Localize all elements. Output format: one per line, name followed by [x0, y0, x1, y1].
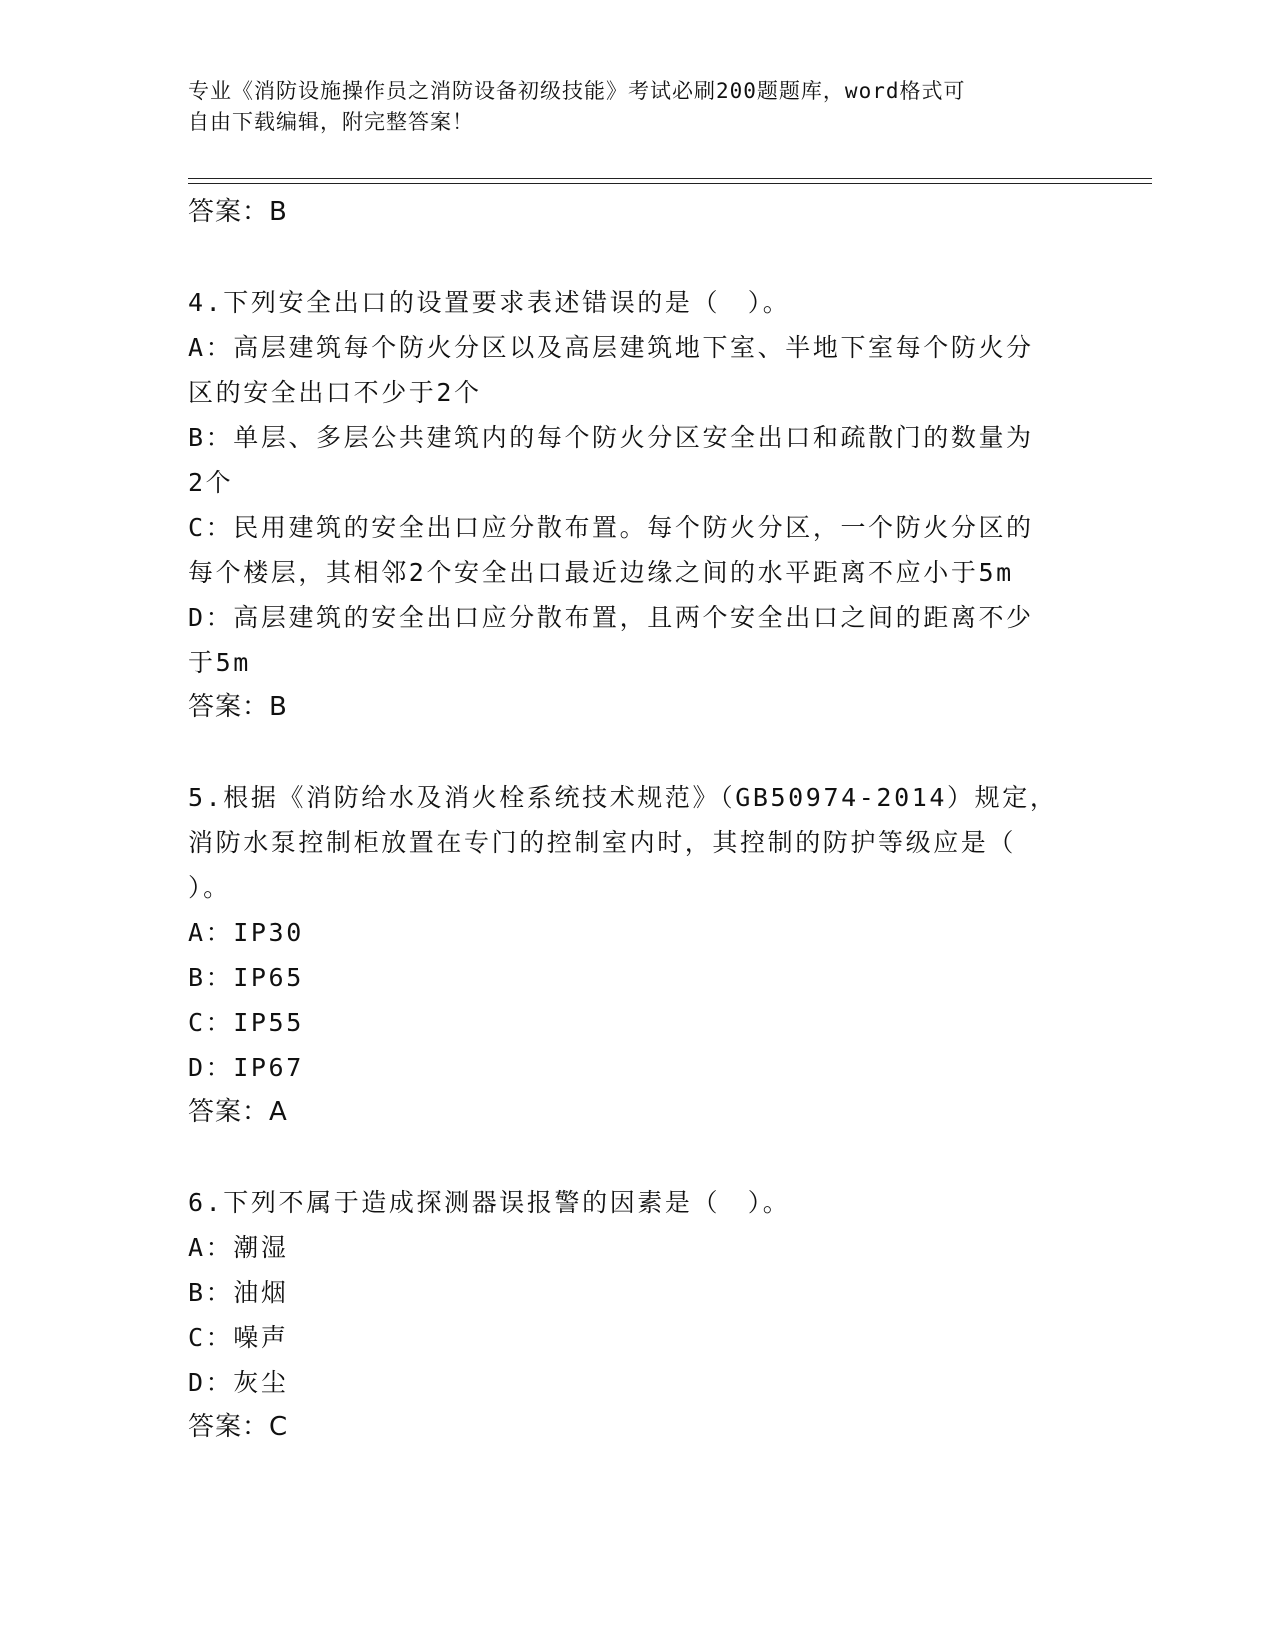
header-line-2: 自由下载编辑，附完整答案！: [188, 110, 474, 134]
question-list: [188, 190, 1088, 1450]
question-4: [188, 280, 1088, 730]
header-line-1: 专业《消防设施操作员之消防设备初级技能》考试必刷200题题库，word格式可: [188, 79, 966, 103]
answer-label: 答案：A: [188, 1097, 288, 1127]
option-line: 区的安全出口不少于2个: [188, 378, 482, 407]
header-divider-bottom: [188, 183, 1152, 184]
answer-label: 答案：B: [188, 692, 288, 722]
option-line: C：IP55: [188, 1008, 304, 1037]
page-header: [188, 76, 1068, 138]
option-line: D：灰尘: [188, 1368, 289, 1397]
option-line: C：民用建筑的安全出口应分散布置。每个防火分区，一个防火分区的: [188, 513, 1034, 542]
spacer: [188, 1135, 1088, 1180]
answer-label: 答案：C: [188, 1412, 289, 1442]
question-6: [188, 1180, 1088, 1450]
answer-previous: 答案：B: [188, 197, 288, 227]
spacer: [188, 730, 1088, 775]
option-line: A：潮湿: [188, 1233, 289, 1262]
header-divider-top: [188, 178, 1152, 179]
option-line: B：单层、多层公共建筑内的每个防火分区安全出口和疏散门的数量为: [188, 423, 1034, 452]
question-stem: 消防水泵控制柜放置在专门的控制室内时，其控制的防护等级应是（: [188, 828, 1017, 857]
option-line: 于5m: [188, 648, 251, 677]
option-line: D：高层建筑的安全出口应分散布置，且两个安全出口之间的距离不少: [188, 603, 1034, 632]
question-stem: 6.下列不属于造成探测器误报警的因素是（ ）。: [188, 1188, 791, 1217]
option-line: B：油烟: [188, 1278, 289, 1307]
option-line: B：IP65: [188, 963, 304, 992]
question-stem: ）。: [188, 873, 231, 902]
option-line: 2个: [188, 468, 234, 497]
option-line: A：高层建筑每个防火分区以及高层建筑地下室、半地下室每个防火分: [188, 333, 1034, 362]
question-stem: 4.下列安全出口的设置要求表述错误的是（ ）。: [188, 288, 791, 317]
question-stem: 5.根据《消防给水及消火栓系统技术规范》（GB50974-2014）规定，: [188, 783, 1058, 812]
question-5: [188, 775, 1088, 1135]
option-line: D：IP67: [188, 1053, 304, 1082]
option-line: C：噪声: [188, 1323, 289, 1352]
spacer: [188, 235, 1088, 280]
option-line: 每个楼层，其相邻2个安全出口最近边缘之间的水平距离不应小于5m: [188, 558, 1014, 587]
option-line: A：IP30: [188, 918, 304, 947]
